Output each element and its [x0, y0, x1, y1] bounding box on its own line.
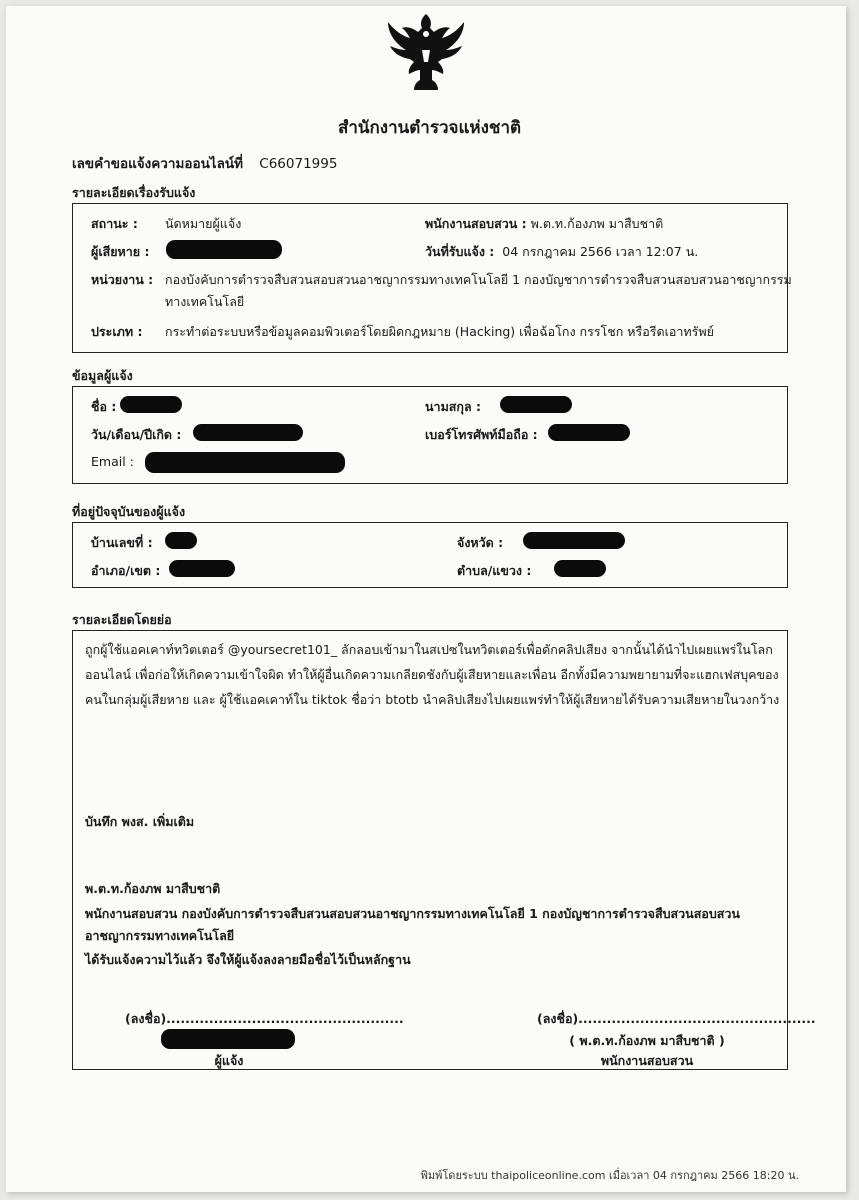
- phone-label: เบอร์โทรศัพท์มือถือ :: [425, 427, 538, 442]
- unit-line-2: ทางเทคโนโลยี: [165, 294, 245, 309]
- request-number-row: [72, 152, 337, 174]
- officer-role: พนักงานสอบสวน: [600, 1053, 694, 1068]
- summary-box: [72, 630, 816, 1070]
- received-note: ได้รับแจ้งความไว้แล้ว จึงให้ผู้แจ้งลงลายมือชื่อไว้เป็นหลักฐาน: [85, 952, 411, 967]
- subdistrict-label: ตำบล/แขวง :: [457, 563, 532, 578]
- summary-section-title: รายละเอียดโดยย่อ: [72, 612, 172, 627]
- email-label: Email :: [91, 454, 134, 469]
- house-no-label: บ้านเลขที่ :: [91, 535, 153, 550]
- status-value: นัดหมายผู้แจ้ง: [165, 216, 242, 231]
- status-label: สถานะ :: [91, 216, 138, 231]
- address-box: [72, 522, 788, 588]
- case-details-box: [72, 203, 792, 353]
- reporter-role: ผู้แจ้ง: [214, 1053, 244, 1068]
- victim-label: ผู้เสียหาย :: [91, 244, 150, 259]
- print-footer: พิมพ์โดยระบบ thaipoliceonline.com เมื่อเวลา 04 กรกฎาคม 2566 18:20 น.: [420, 1169, 799, 1182]
- dob-redaction: [193, 424, 303, 441]
- unit-line-1: กองบังคับการตำรวจสืบสวนสอบสวนอาชญากรรมทางเทคโนโลยี 1 กองบัญชาการตำรวจสืบสวนสอบสวนอาชญากรรม: [165, 272, 792, 287]
- reporter-signature-line: (ลงชื่อ)..................................................: [125, 1011, 404, 1026]
- received-date-value: 04 กรกฎาคม 2566 เวลา 12:07 น.: [502, 244, 699, 259]
- officer-signature-name-paren: ( พ.ต.ท.ก้องภพ มาสืบชาติ ): [569, 1033, 725, 1048]
- unit-label: หน่วยงาน :: [91, 272, 154, 287]
- victim-name-redaction: [166, 240, 282, 259]
- district-redaction: [169, 560, 235, 577]
- summary-line-2: ออนไลน์ เพื่อก่อให้เกิดความเข้าใจผิด ทำให้ผู้อื่นเกิดความเกลียดชังกับผู้เสียหายและเพื่อน อีกทั้งมีความพยายามที่จะแฮกเฟสบุคของ: [85, 667, 779, 682]
- surname-label: นามสกุล :: [425, 399, 482, 414]
- officer-value: พ.ต.ท.ก้องภพ มาสืบชาติ: [530, 216, 664, 231]
- summary-line-3: คนในกลุ่มผู้เสียหาย และ ผู้ใช้แอคเคาท์ใน tiktok ชื่อว่า btotb นำคลิปเสียงไปเผยแพร่ทำให้ผู้เสียหายได้รับความเสียหายในวงกว้าง: [85, 692, 780, 707]
- summary-line-1: ถูกผู้ใช้แอคเคาท์ทวิตเตอร์ @yoursecret101_ ลักลอบเข้ามาในสเปซในทวิตเตอร์เพื่อดักคลิปเสียง จากนั้นได้นำไปเผยแพร่ในโลก: [85, 642, 773, 657]
- name-redaction: [120, 396, 182, 413]
- request-number-label: เลขคำขอแจ้งความออนไลน์ที่: [72, 156, 243, 172]
- phone-redaction: [548, 424, 630, 441]
- email-redaction: [145, 452, 345, 473]
- organization-title: สำนักงานตำรวจแห่งชาติ: [337, 118, 522, 138]
- officer-label: พนักงานสอบสวน :: [425, 216, 527, 231]
- reporter-section-title: ข้อมูลผู้แจ้ง: [72, 368, 133, 383]
- officer-signature-name: พ.ต.ท.ก้องภพ มาสืบชาติ: [85, 881, 221, 896]
- name-label: ชื่อ :: [91, 399, 117, 414]
- subdistrict-redaction: [554, 560, 606, 577]
- province-label: จังหวัด :: [457, 535, 504, 550]
- address-section-title: ที่อยู่ปัจจุบันของผู้แจ้ง: [72, 504, 186, 519]
- type-label: ประเภท :: [91, 324, 143, 339]
- investigator-note-heading: บันทึก พงส. เพิ่มเติม: [85, 814, 195, 829]
- district-label: อำเภอ/เขต :: [91, 563, 161, 578]
- garuda-emblem: [380, 10, 472, 96]
- reporter-signature-redaction: [161, 1029, 295, 1049]
- province-redaction: [523, 532, 625, 549]
- house-no-redaction: [165, 532, 197, 549]
- officer-signature-line: (ลงชื่อ)..................................................: [537, 1011, 816, 1026]
- officer-unit-line-2: อาชญากรรมทางเทคโนโลยี: [85, 928, 235, 943]
- type-value: กระทำต่อระบบหรือข้อมูลคอมพิวเตอร์โดยผิดกฎหมาย (Hacking) เพื่อฉ้อโกง กรรโชก หรือรีดเอาทรัพย์: [165, 324, 714, 339]
- officer-unit-line-1: พนักงานสอบสวน กองบังคับการตำรวจสืบสวนสอบสวนอาชญากรรมทางเทคโนโลยี 1 กองบัญชาการตำรวจสืบสวนสอบสวน: [85, 906, 740, 921]
- received-date-label: วันที่รับแจ้ง :: [425, 244, 495, 259]
- reporter-info-box: [72, 386, 788, 484]
- case-section-title: รายละเอียดเรื่องรับแจ้ง: [72, 185, 196, 200]
- request-number-value: C66071995: [259, 156, 338, 172]
- surname-redaction: [500, 396, 572, 413]
- dob-label: วัน/เดือน/ปีเกิด :: [91, 427, 182, 442]
